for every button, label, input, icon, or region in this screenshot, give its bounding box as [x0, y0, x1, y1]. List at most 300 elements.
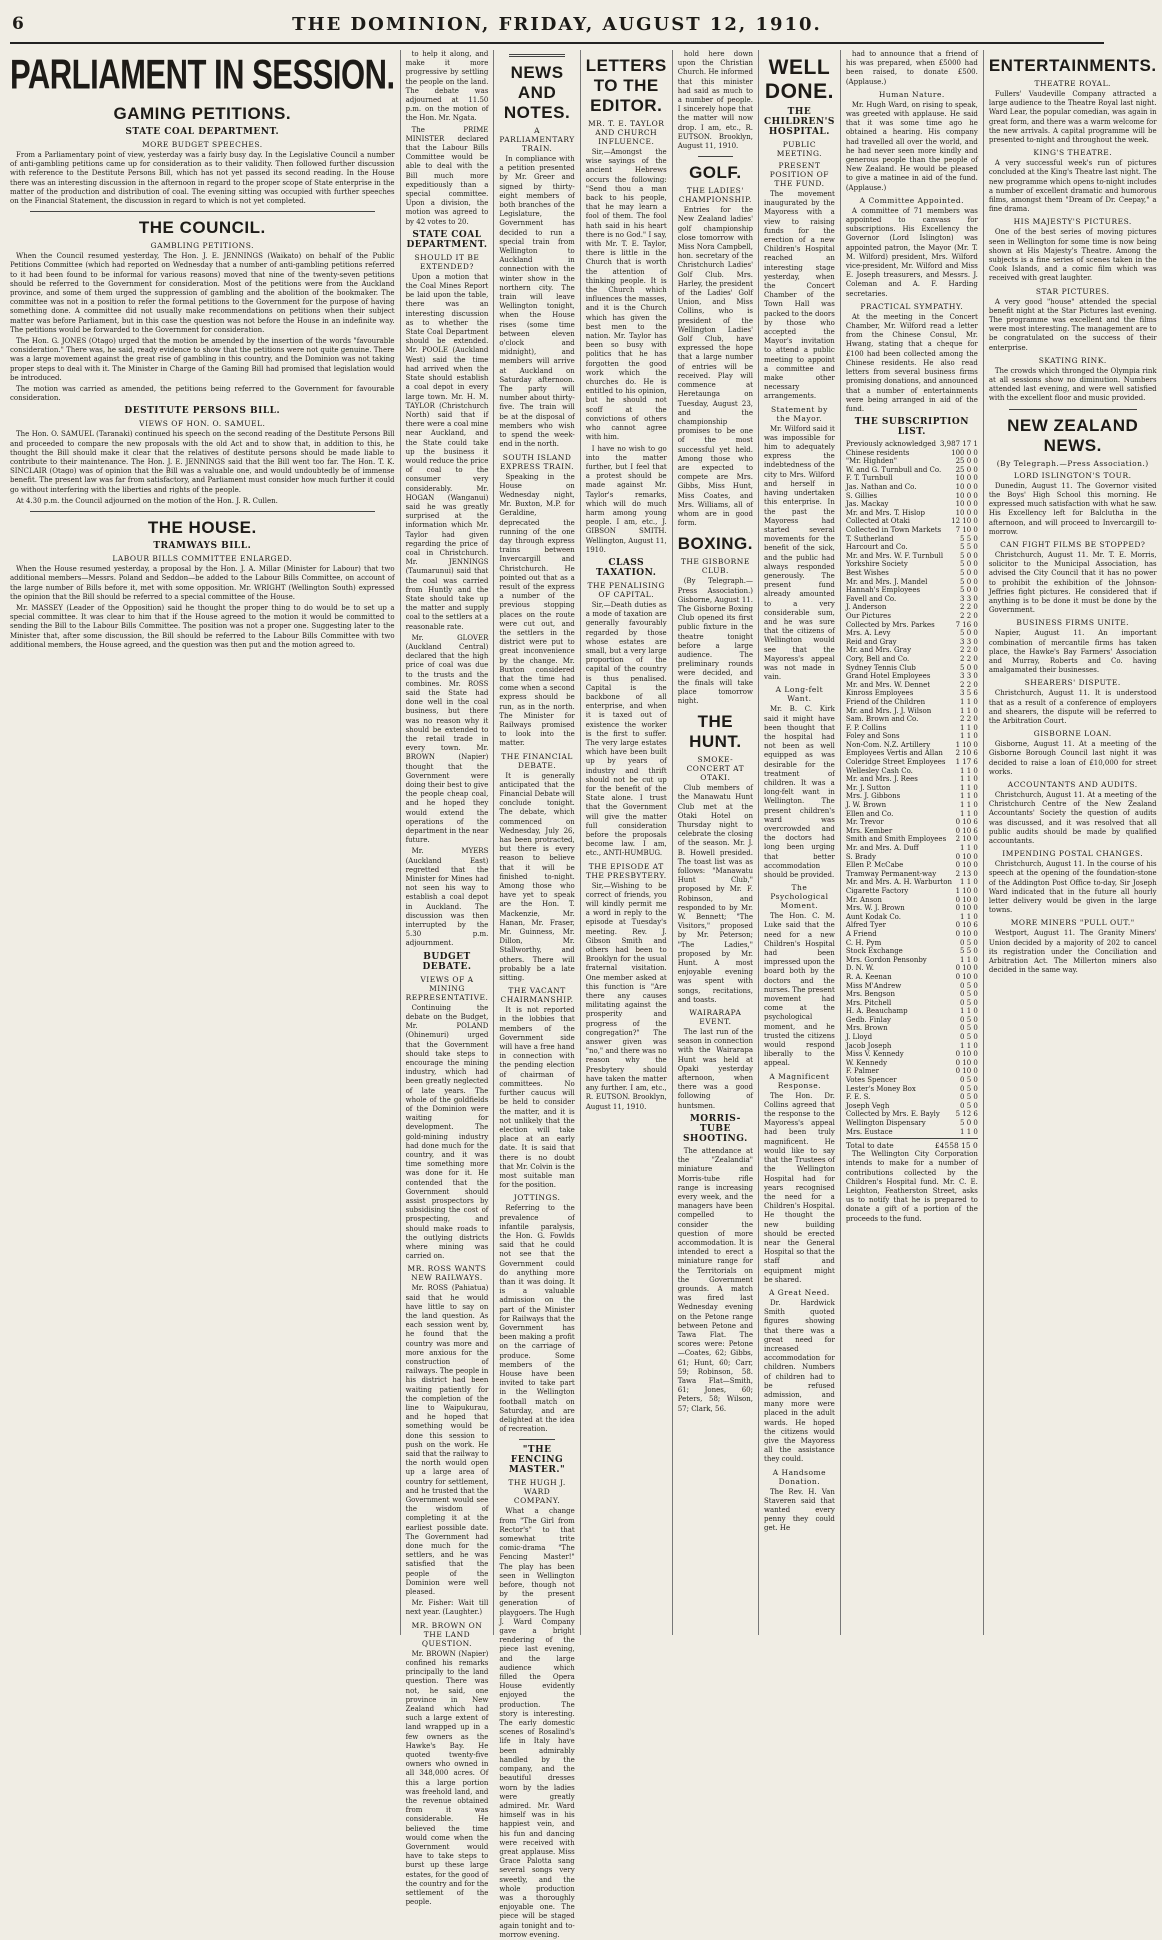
- subscriber-name: Mrs. Pitchell: [845, 998, 892, 1007]
- subhead-labour: LABOUR BILLS COMMITTEE ENLARGED.: [112, 554, 293, 564]
- subscription-amount: 1 1 0: [960, 912, 978, 921]
- subscription-amount: 2 10 6: [955, 749, 978, 758]
- subscriber-name: Sydney Tennis Club: [845, 663, 916, 672]
- subhead-gisborne: THE GISBORNE CLUB.: [680, 557, 750, 576]
- article-paragraph: Christchurch, August 11. Mr. T. E. Morris, solicitor to the Municipal Association, has advised the City Council that it has no power to prohibit the exhibition of the Johnson-Jeffries fight pictures. He considered that if anything is to be done it must be done by the Government.: [988, 550, 1157, 615]
- article-paragraph: Dunedin, August 11. The Governor visited the Boys' High School this morning. He expressed much satisfaction with what he saw. His Excellency left for Balclutha in the afternoon, and will proceed to Invercargill to-morrow.: [988, 481, 1157, 536]
- subscriber-name: Mr. and Mrs. A. H. Warburton: [845, 878, 953, 887]
- total-label: Total to date: [845, 1141, 894, 1151]
- subscription-row: [846, 724, 978, 733]
- article-paragraph: Mr. B. C. Kirk said it might have been thought that the hospital had not been as well equipped as was desirable for the treatment of children. It was a long-felt want in Wellington. The present children's ward was overcrowded and the doctors had long been urging that better accommodation should be provided.: [764, 705, 835, 880]
- subscriber-name: Collected by Mrs. E. Bayly: [845, 1110, 940, 1119]
- subscription-row: [846, 440, 978, 449]
- subscription-row: [846, 595, 978, 604]
- subscription-row: [846, 629, 978, 638]
- subscription-amount: 5 5 0: [960, 543, 978, 552]
- subscription-row: [846, 681, 978, 690]
- subscription-amount: 12 10 0: [951, 517, 978, 526]
- subscription-row: [846, 655, 978, 664]
- subscription-amount: 1 1 0: [960, 1127, 978, 1136]
- subscription-row: [846, 810, 978, 819]
- subscriber-name: Mr. and Mrs. Gray: [845, 646, 912, 655]
- subscription-amount: 0 5 0: [960, 998, 978, 1007]
- subscriber-name: Mrs. Kember: [845, 826, 893, 835]
- subscription-amount: 1 1 0: [960, 706, 978, 715]
- subscriber-name: Aunt Kodak Co.: [845, 912, 901, 921]
- subscription-amount: 1 1 0: [960, 775, 978, 784]
- headline-nznews: NEW ZEALAND NEWS.: [1007, 415, 1139, 455]
- subhead-position: PRESENT POSITION OF THE FUND.: [769, 161, 830, 188]
- subscription-amount: 0 10 0: [955, 852, 978, 861]
- subscription-row: [846, 1059, 978, 1068]
- columns: [10, 50, 1157, 1939]
- article-paragraph: had to announce that a friend of his was prepared, when £5000 had been raised, to donate £500. (Applause.): [845, 50, 978, 86]
- subscriber-name: A Friend: [845, 929, 877, 938]
- subhead-psych: The Psychological Moment.: [770, 883, 829, 911]
- subscription-amount: 10 0 0: [955, 508, 978, 517]
- subscription-row: [846, 1093, 978, 1102]
- main-headline: PARLIAMENT IN SESSION.: [10, 50, 395, 98]
- article-paragraph: Sir,—Wishing to be correct of friends, you will kindly permit me a word in reply to the episode at Tuesday's meeting. Rev. J. Gibson Smith and others had been to Brooklyn for the usual fraternal visitation. One member asked at this function is "Are there any causes militating against the prosperity and progress of the congregation?" The answer given was "no," and there was no reason why the Presbytery should have taken the matter any further. I am, etc., R. EUTSON. Brooklyn, August 11, 1910.: [585, 881, 667, 1111]
- subhead-loan: GISBORNE LOAN.: [1033, 729, 1112, 739]
- subscription-amount: 0 5 0: [960, 1076, 978, 1085]
- subscriber-name: Hannah's Employees: [845, 586, 921, 595]
- subscription-row: [846, 801, 978, 810]
- article-paragraph: Entries for the New Zealand ladies' golf championship close tomorrow with Miss Nora Campbell, hon. secretary of the Christchurch Ladies' Golf Club. Mrs. Harley, the president of the Ladies' Golf Union, and Miss Collins, who is president of the Wellington Ladies' Golf Club, have expressed the hope that a large number of entries will be received. Play will commence at Heretaunga on Tuesday, August 23, and the championship promises to be one of the most successful yet held. Among those who are expected to compete are Mrs. Gibbs, Miss Hunt, Miss Coates, and Mrs. Williams, all of whom are in good form.: [677, 206, 753, 528]
- subscription-row: [846, 741, 978, 750]
- subscriber-name: Miss V. Kennedy: [845, 1050, 904, 1059]
- subscription-row: [846, 526, 978, 535]
- article-paragraph: The PRIME MINISTER declared that the Labour Bills Committee would be able to deal with the Bill much more expeditiously than a special committee. Upon a division, the motion was agreed to by 42 votes to 20.: [405, 125, 489, 226]
- subscription-amount: 1 10 0: [955, 886, 978, 895]
- column-8: [989, 50, 1162, 1635]
- subscriber-name: Ellen and Co.: [845, 809, 894, 818]
- subscriber-name: Votes Spencer: [845, 1076, 897, 1085]
- subscriber-name: H. A. Beauchamp: [845, 1007, 908, 1016]
- article-paragraph: hold here down upon the Christian Church. He informed that this minister had said as much to a number of people. I sincerely hope that the matter will now drop. I am, etc., R. EUTSON. Brooklyn, August 11, 1910.: [677, 50, 753, 151]
- subscription-amount: 2 2 0: [960, 611, 978, 620]
- article-paragraph: The Hon. G. JONES (Otago) urged that the motion be amended by the insertion of the words "favourable consideration." There was, he said, ready evidence to show that the petitions were not quite genuine. There was a large movement against the great rise of gambling in this country, and the Dominion was not taking proper steps to deal with it. The Minister in Charge of the Gaming Bill had promised that legislation would be introduced.: [10, 337, 395, 382]
- subscription-amount: 25 0 0: [955, 465, 978, 474]
- subscription-row: [846, 904, 978, 913]
- article-paragraph: The attendance at the "Zealandia" miniature and Morris-tube rifle range is increasing every week, and the managers have been compelled to consider the question of more accommodation. It is intended to erect a miniature range for the Territorials on the Government grounds. A match was fired last Wednesday evening on the Petone range between Petone and Tawa Flat. The scores were: Petone—Coates, 62; Gibbs, 61; Hunt, 60; Carr, 59; Robinson, 58. Tawa Flat—Smith, 61; Jones, 60; Peters, 58; Wilson, 57; Clark, 56.: [677, 1146, 753, 1413]
- subscriber-name: J. Anderson: [845, 603, 887, 612]
- subscriber-name: Non-Com. N.Z. Artillery: [845, 740, 931, 749]
- subscription-amount: 0 10 0: [955, 1050, 978, 1059]
- masthead: [10, 12, 1104, 44]
- subscription-row: [846, 535, 978, 544]
- subscriber-name: Mr. and Mrs. W. F. Turnbull: [845, 551, 944, 560]
- subhead-train: A PARLIAMENTARY TRAIN.: [499, 126, 575, 153]
- subscription-row: [846, 878, 978, 887]
- subscriber-name: Wellington Dispensary: [845, 1119, 926, 1128]
- subscriber-name: Joseph Vegh: [845, 1101, 890, 1110]
- subscription-row: [846, 672, 978, 681]
- subscription-amount: 0 5 0: [960, 1084, 978, 1093]
- subscriber-name: Wellesley Cash Co.: [845, 766, 913, 775]
- subscriber-name: Cory, Bell and Co.: [845, 654, 910, 663]
- article-paragraph: The Wellington City Corporation intends to make for a number of contributions collected by the Children's Hospital fund. Mr. C. E. Leighton, Featherston Street, asks us to notify that he is prepared to donate a gift of a portion of the proceeds to the fund.: [845, 1150, 978, 1223]
- subscription-total: [846, 1138, 978, 1150]
- subscription-list: [846, 440, 978, 1136]
- article-paragraph: It is not reported in the lobbies that members of the Government side will have a free hand in connection with the pending election of chairman of committees. No further caucus will be held to consider the matter, and it is not unlikely that the election will take place at an early date. It is said that there is no doubt that Mr. Colvin is the most suitable man for the position.: [499, 1006, 575, 1190]
- subhead-extended: SHOULD IT BE EXTENDED?: [414, 252, 480, 271]
- article-paragraph: Christchurch, August 11. In the course of his speech at the opening of the foundation-stone of the Addington Post Office to-day, Sir Joseph Ward indicated that in the future all hourly letter delivery would be given in the large towns.: [988, 860, 1157, 915]
- article-paragraph: Mr. GLOVER (Auckland Central) declared that the high price of coal was due to the trusts and the combines. Mr. ROSS said the State had done well in the coal business, but there was no reason why it should be extended to the retail trade in every town. Mr. BROWN (Napier) thought that the Government were doing their best to give the people cheap coal, and he hoped they would extend the operations of the department in the near future.: [405, 633, 489, 845]
- headline-welldone: WELL DONE.: [764, 56, 834, 103]
- subscriber-name: Chinese residents: [845, 448, 910, 457]
- article-paragraph: Mr. MYERS (Auckland East) regretted that the Minister for Mines had not seen his way to establish a coal depot in Auckland. The discussion was then interrupted by the 5.30 p.m. adjournment.: [405, 847, 489, 948]
- subscriber-name: Alfred Tyer: [845, 921, 887, 930]
- subhead-state-coal: STATE COAL DEPARTMENT.: [406, 229, 488, 250]
- subscription-amount: 1 1 0: [960, 1041, 978, 1050]
- subscription-amount: 0 10 0: [955, 972, 978, 981]
- article-paragraph: A committee of 71 members was appointed to canvass for subscriptions. His Excellency the Governor (Lord Islington) was appointed patron, the Mayor (Mr. T. M. Wilford) president, Mrs. Wilford vice-president, Mr. Wilford and Miss E. Joseph treasurers, and Messrs. J. Coleman and A. F. Harding secretaries.: [845, 206, 978, 298]
- article-paragraph: The motion was carried as amended, the petitions being referred to the Government for favourable consideration.: [10, 385, 395, 403]
- subscription-amount: 2 2 0: [960, 680, 978, 689]
- subscription-amount: 1 1 0: [960, 792, 978, 801]
- subscriber-name: W. and G. Turnbull and Co.: [845, 465, 942, 474]
- headline-entertainments: ENTERTAINMENTS.: [988, 56, 1157, 75]
- subhead-childrens: THE CHILDREN'S HOSPITAL.: [764, 107, 835, 137]
- article-paragraph: Upon a motion that the Coal Mines Report be laid upon the table, there was an interesting discussion as to whether the State Coal Department should be extended. Mr. POOLE (Auckland West) said the time had arrived when the State should establish a coal depot in every large town. Mr. H. M. TAYLOR (Christchurch North) said that if there were a coal mine near Auckland, and the State could take up the business it would reduce the price of coal to the consumer very considerably. Mr. HOGAN (Wanganui) said he was greatly surprised at the information which Mr. Taylor had given regarding the price of coal in Christchurch. Mr. JENNINGS (Taumarunui) said that the coal was carried from Huntly and the State should take up the matter and supply coal to the settlers at a reasonable rate.: [405, 272, 489, 631]
- subscription-amount: 10 0 0: [955, 483, 978, 492]
- subhead-great: A Great Need.: [769, 1287, 830, 1297]
- article-paragraph: Mr. Wilford said it was impossible for him to adequately express the indebtedness of the city to Mrs. Wilford and herself in having undertaken this enterprise. In the past the Mayoress had started several movements for the benefit of the sick, and the public had always responded generously. The present fund already amounted to a very considerable sum, and he was sure that the citizens of Wellington would see that the Mayoress's appeal was not made in vain.: [764, 424, 835, 682]
- subscriber-name: Foley and Sons: [845, 732, 900, 741]
- headline-news: NEWS AND NOTES.: [503, 63, 571, 122]
- subscription-amount: 1 1 0: [960, 732, 978, 741]
- subhead-gambling: GAMBLING PETITIONS.: [150, 241, 254, 251]
- subscription-amount: 1 1 0: [960, 878, 978, 887]
- subscription-amount: 1 1 0: [960, 1007, 978, 1016]
- subscription-amount: 100 0 0: [951, 448, 978, 457]
- headline-hunt: THE HUNT.: [689, 712, 742, 752]
- subscription-amount: 0 10 6: [955, 826, 978, 835]
- subhead-star: STAR PICTURES.: [1035, 286, 1110, 296]
- subscription-row: [846, 887, 978, 896]
- subhead-longfelt: A Long-felt Want.: [775, 685, 824, 704]
- subscription-amount: 25 0 0: [955, 457, 978, 466]
- article-paragraph: When the Council resumed yesterday, The Hon. J. E. JENNINGS (Waikato) on behalf of the Public Petitions Committee (which had reported on Wednesday that a number of anti-gambling petitions referred to it had been found to be informal for various reasons) moved that nine of the twenty-seven petitions should be referred to the Government for consideration. Most of the petitions were from the Auckland province, and some of them urged the suppression of gambling and the abolition of the bookmaker. The committee was not in a position to refer the formal petitions to the Government for the purpose of having something done. A committee did not usually make recommendations on petitions when their subject matter was before Parliament, but in this case the question was not before the House in an indefinite way. The petitions would be forwarded to the Government for consideration.: [10, 252, 395, 334]
- subhead-shearers: SHEARERS' DISPUTE.: [1024, 678, 1121, 688]
- column-4: [586, 50, 673, 1635]
- subscriber-name: Best Wishes: [845, 569, 889, 578]
- subhead-public: PUBLIC MEETING.: [776, 140, 823, 158]
- subscription-row: [846, 973, 978, 982]
- article-paragraph: I have no wish to go into the matter further, but I feel that a protest should be made against Mr. Taylor's remarks, which will do much harm among young people. I am, etc., J. GIBSON SMITH. Wellington, August 11, 1910.: [585, 444, 667, 554]
- subscription-row: [846, 483, 978, 492]
- article-paragraph: Fullers' Vaudeville Company attracted a large audience to the Theatre Royal last night. Ward Lear, the popular comedian, was again in great form, and there was a warm welcome for the new arrivals. A capital programme will be presented to-night and throughout the week.: [988, 90, 1157, 145]
- column-3: [499, 50, 580, 1939]
- subscription-amount: 1 10 0: [955, 740, 978, 749]
- subscription-row: [846, 509, 978, 518]
- subscription-row: [846, 956, 978, 965]
- subscription-row: [846, 1102, 978, 1111]
- subscriber-name: Mrs. Brown: [845, 1024, 888, 1033]
- column-1: [10, 50, 401, 1635]
- subscription-amount: 10 0 0: [955, 491, 978, 500]
- subscriber-name: Sam. Brown and Co.: [845, 715, 919, 724]
- subscriber-name: Gedb. Finlay: [845, 1015, 891, 1024]
- subscription-row: [846, 844, 978, 853]
- subhead-wairarapa: WAIRARAPA EVENT.: [689, 1008, 742, 1027]
- divider: [1009, 409, 1137, 410]
- subscriber-name: Collected in Town Markets: [845, 526, 942, 535]
- subhead-budget-debate: BUDGET DEBATE.: [422, 951, 472, 972]
- article-paragraph: Sir,—Death duties as a mode of taxation are generally favourably regarded by those whose estates are small, but a very large proportion of the capital of the country is thus penalised. Capital is the backbone of all enterprise, and when it is taxed out of existence the worker is the first to suffer. The very large estates which have been built up by years of industry and thrift should not be cut up for the benefit of the State alone. I trust that the Government will give the matter full consideration before the proposals become law. I am, etc., ANTI-HUMBUG.: [585, 600, 667, 858]
- article-paragraph: Club members of the Manawatu Hunt Club met at the Otaki Hotel on Thursday night to celebrate the closing of the season. Mr. J. B. Howell presided. The toast list was as follows: "Manawatu Hunt Club," proposed by Mr. F. Robinson, and responded to by Mr. W. Bennett; "The Visitors," proposed by Mr. Peterson; "The Ladies," proposed by Mr. Hunt. A most enjoyable evening was spent with songs, recitations, and toasts.: [677, 784, 753, 1004]
- subscription-amount: 1 17 6: [955, 758, 978, 767]
- subscription-amount: 5 0 0: [960, 560, 978, 569]
- headline-council: THE COUNCIL.: [138, 218, 266, 238]
- subscription-row: [846, 861, 978, 870]
- article-paragraph: Mr. ROSS (Pahiatua) said that he would have little to say on the land question. As each session went by, he found that the country was more and more anxious for the construction of railways. The people in his district had been waiting patiently for the completion of the line to Waipukurau, and he hoped that something would be done this session to push on the work. He said that the railway to the north would open up a large area of country for settlement, and he trusted that the Government would see the wisdom of completing it at the earliest possible date. The Government had done much for the settlers, and he was satisfied that the people of the Dominion were well pleased.: [405, 1284, 489, 1597]
- subscription-row: [846, 569, 978, 578]
- subscription-row: [846, 964, 978, 973]
- subscriber-name: Miss M'Andrew: [845, 981, 902, 990]
- subscription-row: [846, 827, 978, 836]
- subscriber-name: F. E. S.: [845, 1093, 871, 1102]
- headline-boxing: BOXING.: [677, 534, 753, 554]
- subhead-donation: A Handsome Donation.: [772, 1467, 827, 1486]
- subscriber-name: Lester's Money Box: [845, 1084, 916, 1093]
- subscriber-name: Mr. and Mrs. T. Hislop: [845, 508, 925, 517]
- subscriber-name: Kinross Employees: [845, 689, 914, 698]
- article-paragraph: Continuing the debate on the Budget, Mr. POLAND (Ohinemuri) urged that the Government should take steps to encourage the mining industry, which had been greatly neglected of late years. The whole of the goldfields of the Dominion were waiting for development. The gold-mining industry had done much for the country, and it was time something more was done for it. He contended that the Government should assist prospectors by subsidising the cost of prospecting, and should make roads to the outlying districts where mining was carried on.: [405, 1003, 489, 1261]
- subscription-row: [846, 767, 978, 776]
- subscription-amount: 0 10 0: [955, 964, 978, 973]
- subscription-row: [846, 1110, 978, 1119]
- subscription-row: [846, 835, 978, 844]
- subhead-tramways: TRAMWAYS BILL.: [153, 541, 252, 552]
- article-paragraph: Mr. Hugh Ward, on rising to speak, was greeted with applause. He said that it was some time ago he obtained a hearing. His company had travelled all over the world, and he had never seen more kindly and generous people than the people of New Zealand. He would be pleased to give a matinee in aid of the fund. (Applause.): [845, 100, 978, 192]
- subscriber-name: Employees Vertis and Allan: [845, 749, 943, 758]
- subscription-amount: 0 10 6: [955, 818, 978, 827]
- subscription-amount: 10 0 0: [955, 500, 978, 509]
- subscription-row: [846, 1128, 978, 1137]
- subscription-amount: 5 5 0: [960, 947, 978, 956]
- subhead-royal: THEATRE ROYAL.: [1034, 79, 1111, 88]
- article-paragraph: It is generally anticipated that the Financial Debate will conclude tonight. The debate, which commenced on Wednesday, July 26, has been protracted, but there is every reason to believe that it will be finished to-night. Among those who have yet to speak are the Hon. T. Mackenzie, Mr. Hanan, Mr. Fraser, Mr. Guinness, Mr. Dillon, Mr. Stallworthy, and others. There will probably be a late sitting.: [499, 771, 575, 983]
- article-paragraph: Christchurch, August 11. It is understood that as a result of a conference of employers and shearers, the dispute will be referred to the Arbitration Court.: [988, 689, 1157, 725]
- headline-letters: LETTERS TO THE EDITOR.: [585, 56, 667, 115]
- subscription-row: [846, 466, 978, 475]
- subscription-amount: 2 2 0: [960, 715, 978, 724]
- subscription-row: [846, 853, 978, 862]
- article-paragraph: The Hon. O. SAMUEL (Taranaki) continued his speech on the second reading of the Destitute Persons Bill and proceeded to compare the new proposals with the old Act and to show that, in addition to this, he thought the Bill should make it clear that the relatives of destitute persons should be made liable to contribute to their maintenance. The Hon. J. E. JENNINGS said that the Bill went too far. The Hon. T. K. SINCLAIR (Otago) was of opinion that the Bill was a valuable one, and would undoubtedly be of immense benefit. The present law was far from satisfactory, and Parliament must consider how much further it could go without interfering with the liberties and rights of the people.: [10, 430, 395, 494]
- subhead-destitute: DESTITUTE PERSONS BILL.: [124, 406, 281, 417]
- subscriber-name: D. N. W.: [845, 964, 874, 973]
- subscription-row: [846, 775, 978, 784]
- subscription-amount: 5 0 0: [960, 551, 978, 560]
- subscriber-name: Collected by Mrs. Parkes: [845, 620, 935, 629]
- subscriber-name: Previously acknowledged: [845, 440, 936, 449]
- subscription-row: [846, 698, 978, 707]
- subscriber-name: Reid and Gray: [845, 637, 897, 646]
- article-paragraph: Gisborne, August 11. At a meeting of the Gisborne Borough Council last night it was decided to raise a loan of £10,000 for street works.: [988, 740, 1157, 776]
- subscription-amount: 3 3 0: [960, 672, 978, 681]
- headline-gaming: GAMING PETITIONS.: [113, 104, 292, 123]
- subscription-row: [846, 612, 978, 621]
- subscriber-name: Mr. and Mrs. W. Dennet: [845, 680, 931, 689]
- subscription-row: [846, 646, 978, 655]
- subscription-row: [846, 449, 978, 458]
- subscriber-name: S. Brady: [845, 852, 876, 861]
- subscription-row: [846, 543, 978, 552]
- subscription-amount: 1 1 0: [960, 809, 978, 818]
- subscription-row: [846, 1016, 978, 1025]
- article-paragraph: At 4.30 p.m. the Council adjourned on the motion of the Hon. J. R. Cullen.: [16, 496, 278, 505]
- subscription-row: [846, 689, 978, 698]
- subscriber-name: Jacob Joseph: [845, 1041, 892, 1050]
- subscriber-name: Mr. and Mrs. J. J. Wilson: [845, 706, 932, 715]
- subscription-row: [846, 1033, 978, 1042]
- subscription-amount: 1 1 0: [960, 844, 978, 853]
- subscriber-name: Stock Exchange: [845, 947, 903, 956]
- article-paragraph: A very successful week's run of pictures concluded at the King's Theatre last night. The new programme which opens to-night includes a number of excellent dramatic and humorous films, amongst them "Dream of Dr. Ceepay," a fine drama.: [988, 159, 1157, 214]
- subscription-row: [846, 552, 978, 561]
- subscription-amount: 0 5 0: [960, 938, 978, 947]
- article-paragraph: From a Parliamentary point of view, yesterday was a fairly busy day. In the Legislative Council a number of anti-gambling petitions came up for consideration as to their validity. Then followed further discussion with reference to the Destitute Persons Bill, which has not yet passed its second reading. In the House there was an interesting discussion in the afternoon in regard to the proper scope of State enterprise in the matter of the production and distribution of coal. The evening sitting was occupied with further speeches on the Financial Statement, the discussion in regard to which is not yet completed.: [10, 151, 395, 206]
- subhead-state: STATE COAL DEPARTMENT.: [125, 127, 280, 137]
- subhead-penalising: THE PENALISING OF CAPITAL.: [587, 580, 665, 599]
- subhead-mining: VIEWS OF A MINING REPRESENTATIVE.: [405, 974, 489, 1002]
- divider: [519, 1439, 554, 1440]
- subhead-firms: BUSINESS FIRMS UNITE.: [1016, 618, 1130, 628]
- column-6: [764, 50, 841, 1635]
- subscription-amount: 0 5 0: [960, 1033, 978, 1042]
- article-paragraph: The crowds which thronged the Olympia rink at all sessions show no diminution. Numbers attended last evening, and were well satisfied with the excellent floor and music provided.: [988, 366, 1157, 403]
- subhead-jottings: JOTTINGS.: [513, 1193, 561, 1203]
- subhead-ward: THE HUGH J. WARD COMPANY.: [508, 1478, 566, 1506]
- subhead-fight: CAN FIGHT FILMS BE STOPPED?: [1000, 539, 1146, 549]
- subscription-amount: 1 1 0: [960, 783, 978, 792]
- subscription-row: [846, 982, 978, 991]
- subhead-accountants: ACCOUNTANTS AND AUDITS.: [1007, 779, 1138, 789]
- subscription-row: [846, 638, 978, 647]
- subscription-amount: 0 5 0: [960, 990, 978, 999]
- article-paragraph: Referring to the prevalence of infantile paralysis, the Hon. G. Fowlds said that he could not see that the Government could do anything more than it was doing. It is a valuable admission on the part of the Minister for Railways that the Government has been making a profit on the carriage of produce. Some members of the House have been invited to take part in the Wellington football match on Saturday, and are delighted at the idea of recreation.: [499, 1204, 575, 1434]
- total-value: £4558 15 0: [934, 1141, 978, 1151]
- subscription-amount: 0 5 0: [960, 981, 978, 990]
- article-paragraph: Napier, August 11. An important combination of mercantile firms has taken place, the Hawke's Bay Farmers' Association and Murray, Roberts and Co. having amalgamated their businesses.: [988, 629, 1157, 675]
- subscription-amount: 2 2 0: [960, 646, 978, 655]
- subhead-postal: IMPENDING POSTAL CHANGES.: [1002, 849, 1144, 859]
- subscription-row: [846, 913, 978, 922]
- subscription-row: [846, 492, 978, 501]
- column-2: [405, 50, 495, 1907]
- subscription-amount: 1 1 0: [960, 766, 978, 775]
- subscription-row: [846, 921, 978, 930]
- divider: [698, 156, 733, 157]
- subscription-row: [846, 1050, 978, 1059]
- subscription-amount: 1 1 0: [960, 723, 978, 732]
- subscription-row: [846, 930, 978, 939]
- subscription-amount: 10 0 0: [955, 474, 978, 483]
- subscription-amount: 1 1 0: [960, 801, 978, 810]
- subscription-row: [846, 578, 978, 587]
- subhead-otaki: SMOKE-CONCERT AT OTAKI.: [686, 755, 745, 783]
- subscription-row: [846, 603, 978, 612]
- subscription-amount: 0 5 0: [960, 1101, 978, 1110]
- subscription-row: [846, 517, 978, 526]
- headline-golf: GOLF.: [689, 163, 742, 183]
- column-5: [678, 50, 759, 1635]
- subscription-amount: 3 5 6: [960, 689, 978, 698]
- article-paragraph: Speaking in the House on Wednesday night, Mr. Buxton, M.P. for Geraldine, deprecated the running of the one day through express trains between Invercargill and Christchurch. He pointed out that as a result of the express a number of the previous stopping places on the route were cut out, and the settlers in the district were put to great inconvenience by the change. Mr. Buxton considered that the time had come when a second express should be run, as in the north. The Minister for Railways promised to look into the matter.: [499, 472, 575, 748]
- subscription-row: [846, 1067, 978, 1076]
- subscription-row: [846, 792, 978, 801]
- subscriber-name: Mr. and Mrs. A. Duff: [845, 844, 919, 853]
- subscriber-name: J. Lloyd: [845, 1033, 873, 1042]
- subhead-presbytery: THE EPISODE AT THE PRESBYTERY.: [585, 861, 667, 880]
- article-paragraph: Christchurch, August 11. At a meeting of the Christchurch Centre of the New Zealand Accountants' Society the question of audits was discussed, and it was resolved that all public audits should be made by qualified accountants.: [988, 790, 1157, 845]
- divider: [30, 511, 375, 512]
- subscriber-name: T. Sutherland: [845, 534, 894, 543]
- subscriber-name: F. P. Collins: [845, 723, 887, 732]
- subscription-row: [846, 784, 978, 793]
- subscriber-name: Our Pictures: [845, 611, 891, 620]
- subscriber-name: "Mr. Highden": [845, 457, 897, 466]
- subscription-amount: 0 10 0: [955, 861, 978, 870]
- subhead-press: (By Telegraph.—Press Association.): [996, 458, 1149, 468]
- subscription-amount: 0 10 0: [955, 929, 978, 938]
- subscriber-name: R. A. Keenan: [845, 972, 892, 981]
- subscription-amount: 2 2 0: [960, 654, 978, 663]
- article-paragraph: The Hon. C. M. Luke said that the need for a new Children's Hospital had been impressed upon the board both by the doctors and the nurses. The present movement had come at the psychological moment, and he trusted the citizens would respond liberally to the appeal.: [764, 912, 835, 1068]
- subscription-amount: 0 10 0: [955, 1058, 978, 1067]
- subscription-row: [846, 1042, 978, 1051]
- subscriber-name: Ellen P. McCabe: [845, 861, 904, 870]
- subscription-amount: 0 5 0: [960, 1093, 978, 1102]
- subhead-islington: LORD ISLINGTON'S TOUR.: [1013, 470, 1132, 480]
- subscription-amount: 3 3 0: [960, 637, 978, 646]
- subscription-row: [846, 1119, 978, 1128]
- subhead-committee: A Committee Appointed.: [859, 195, 965, 205]
- subscriber-name: Mr. Trevor: [845, 818, 884, 827]
- article-paragraph: When the House resumed yesterday, a proposal by the Hon. J. A. Millar (Minister for Labour) that two additional members—Messrs. Poland and Seddon—be added to the Labour Bills Committee, on account of the large number of Bills before it, met with some opposition. Mr. WRIGHT (Wellington South) expressed the opinion that the Bill should be referred to a special committee of the House.: [10, 565, 395, 601]
- article-paragraph: Westport, August 11. The Granity Miners' Union decided by a majority of 202 to cancel its registration under the Conciliation and Arbitration Act. The Millerton miners also decided in the same way.: [988, 929, 1157, 975]
- subscription-row: [846, 1024, 978, 1033]
- article-paragraph: One of the best series of moving pictures seen in Wellington for some time is now being shown at His Majesty's Theatre. Among the subjects is a fine series of scenes taken in the Cook Islands, and a comic film which was received with great laughter.: [988, 228, 1157, 283]
- subscription-row: [846, 707, 978, 716]
- subscription-amount: 0 10 0: [955, 1067, 978, 1076]
- subscriber-name: Friend of the Children: [845, 697, 926, 706]
- subscription-row: [846, 818, 978, 827]
- subhead-mayor: Statement by the Mayor.: [770, 404, 828, 423]
- subhead-skating: SKATING RINK.: [1038, 355, 1107, 365]
- subhead-subscriptions: THE SUBSCRIPTION LIST.: [854, 417, 969, 438]
- subscription-amount: 0 10 0: [955, 904, 978, 913]
- subscription-amount: 0 10 6: [955, 921, 978, 930]
- headline-house: THE HOUSE.: [147, 518, 257, 538]
- subscriber-name: S. Gillies: [845, 491, 878, 500]
- subscription-amount: 5 5 0: [960, 534, 978, 543]
- article-paragraph: The last run of the season in connection with the Wairarapa Hunt was held at Opaki yesterday afternoon, when there was a good following of huntsmen.: [677, 1028, 753, 1110]
- subhead-humane: Human Nature.: [878, 89, 945, 99]
- subscription-amount: 3 3 0: [960, 594, 978, 603]
- subscription-amount: 7 10 0: [955, 526, 978, 535]
- subscription-amount: 5 0 0: [960, 577, 978, 586]
- subscriber-name: Tramway Permanent-way: [845, 869, 937, 878]
- subscription-row: [846, 990, 978, 999]
- subscriber-name: Harcourt and Co.: [845, 543, 908, 552]
- subscription-amount: 0 10 0: [955, 895, 978, 904]
- subscriber-name: Mrs. W. J. Brown: [845, 904, 905, 913]
- newspaper-title: THE DOMINION, FRIDAY, AUGUST 12, 1910.: [292, 14, 822, 35]
- article-paragraph: At the meeting in the Concert Chamber, Mr. Wilford read a letter from the Chinese Consul, Mr. Hwang, stating that a cheque for £100 had been collected among the Chinese residents. He also read letters from several business firms promising donations, and announced that a number of entertainments were being arranged in aid of the fund.: [845, 312, 978, 413]
